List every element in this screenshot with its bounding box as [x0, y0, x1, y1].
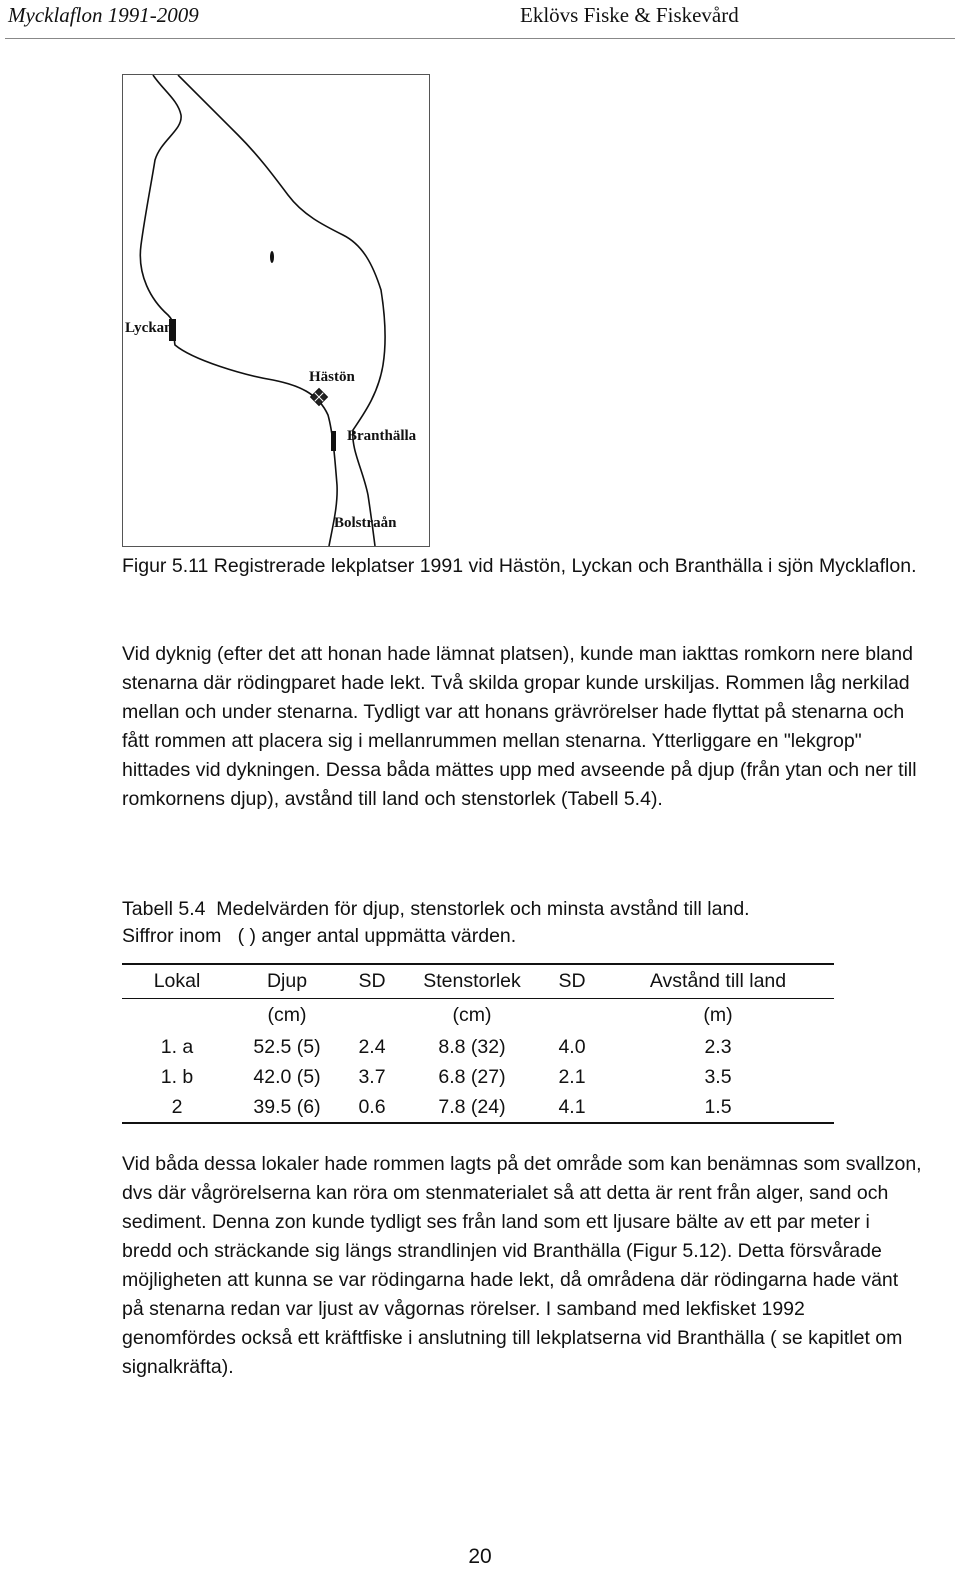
measurement-table — [122, 963, 834, 1124]
cell-sd2: 4.1 — [542, 1092, 602, 1123]
table-units-row — [122, 999, 834, 1033]
cell-lokal: 2 — [122, 1092, 232, 1123]
unit-stenstorlek: (cm) — [402, 999, 542, 1033]
cell-avstand: 1.5 — [602, 1092, 834, 1123]
table-row — [122, 1032, 834, 1062]
cell-djup: 52.5 (5) — [253, 1035, 321, 1058]
cell-stenstorlek: 6.8 (27) — [438, 1065, 506, 1088]
cell-stenstorlek: 8.8 (32) — [438, 1035, 506, 1058]
map-label-haston: Hästön — [309, 369, 355, 385]
cell-sd1: 3.7 — [358, 1065, 386, 1088]
page-number: 20 — [468, 1545, 492, 1568]
body-paragraph-1: Vid dyknig (efter det att honan hade lämnat platsen), kunde man iakttas romkorn nere bland stenarna där rödingparet hade lekt. Två skilda gropar kunde urskiljas. Rommen låg nerkilad mellan och under stenarna. Tydligt var att honans grävrörelser hade flyttat på stenarna och fått rommen att placera sig i mellanrummen mellan stenarna. Ytterliggare en "lekgrop" hittades vid dykningen. Dessa båda mättes upp med avseende på djup (från ytan och ner till romkornens djup), avstånd till land och stenstorlek (Tabell 5.4). — [122, 643, 917, 810]
col-header-lokal: Lokal — [122, 964, 232, 999]
table-row — [122, 1092, 834, 1123]
map-label-branthalla: Branthälla — [347, 428, 417, 444]
col-header-avstand: Avstånd till land — [602, 964, 834, 999]
unit-sd2 — [542, 999, 602, 1033]
unit-sd1 — [342, 999, 402, 1033]
header-right-title: Eklövs Fiske & Fiskevård — [520, 3, 739, 27]
cell-avstand: 2.3 — [704, 1035, 732, 1058]
unit-lokal — [122, 999, 232, 1033]
unit-djup: (cm) — [232, 999, 342, 1033]
cell-stenstorlek: 7.8 (24) — [402, 1092, 542, 1123]
table-row — [122, 1062, 834, 1092]
body-paragraph-2: Vid båda dessa lokaler hade rommen lagts på det område som kan benämnas som svallzon, dvs där vågrörelserna kan röra om stenmaterialet så att detta är rent från alger, sand och sediment. Denna zon kunde tydligt ses från land som ett ljusare bälte av ett par meter i bredd och sträckande sig längs strandlinjen vid Branthälla (Figur 5.12). Detta försvårade möjligheten att kunna se var rödingarna hade lekt, då områdena där rödingarna hade vänt på stenarna redan var ljust av vågornas rörelser. I samband med lekfisket 1992 genomfördes också ett kräftfiske i anslutning till lekplatserna vid Branthälla ( se kapitlet om signalkräfta). — [122, 1153, 922, 1378]
cell-sd2: 2.1 — [558, 1065, 586, 1088]
cell-djup: 42.0 (5) — [253, 1065, 321, 1088]
table-caption-line-2: Siffror inom ( ) anger antal uppmätta värden. — [122, 925, 517, 947]
branthalla-spawning-marker — [331, 431, 336, 451]
col-header-stenstorlek: Stenstorlek — [402, 964, 542, 999]
cell-sd1: 2.4 — [358, 1035, 386, 1058]
cell-lokal: 1. a — [160, 1035, 194, 1058]
haston-spawning-marker — [311, 389, 328, 406]
header-rule — [5, 38, 955, 39]
cell-sd2: 4.0 — [558, 1035, 586, 1058]
cell-avstand: 3.5 — [704, 1065, 732, 1088]
col-header-sd2: SD — [542, 964, 602, 999]
figure-caption: Figur 5.11 Registrerade lekplatser 1991 vid Hästön, Lyckan och Branthälla i sjön Mycklaflon. — [122, 555, 917, 577]
table-caption-line-1: Tabell 5.4 Medelvärden för djup, stenstorlek och minsta avstånd till land. — [122, 898, 750, 920]
lake-map — [122, 74, 430, 547]
unit-avstand: (m) — [602, 999, 834, 1033]
col-header-sd1: SD — [342, 964, 402, 999]
header-left-title: Mycklaflon 1991-2009 — [8, 3, 199, 27]
col-header-djup: Djup — [232, 964, 342, 999]
lake-outline — [123, 75, 429, 546]
cell-lokal: 1. b — [160, 1065, 194, 1088]
cell-sd1: 0.6 — [342, 1092, 402, 1123]
map-label-bolstraan: Bolstraån — [334, 515, 397, 531]
map-label-lyckan: Lyckan — [125, 320, 173, 336]
table-header-row — [122, 964, 834, 999]
table-caption — [122, 896, 922, 950]
page-header — [0, 0, 960, 40]
cell-djup: 39.5 (6) — [232, 1092, 342, 1123]
islet-marker — [270, 251, 274, 263]
